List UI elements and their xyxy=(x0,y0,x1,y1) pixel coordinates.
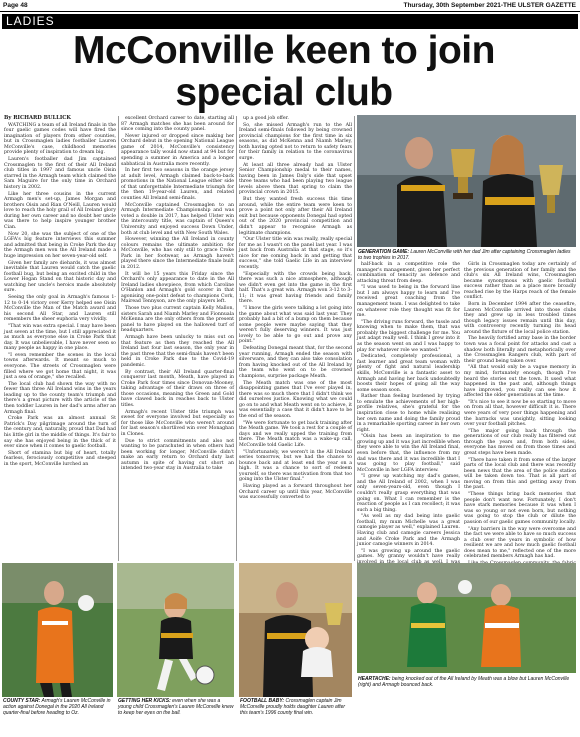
paragraph: excellent Orchard career to date, starting all 87 Armagh matches she has been around for since coming into the county panel. xyxy=(121,116,234,133)
photo-illustration xyxy=(117,563,234,697)
paragraph: "I grew up watching my dad's games, and the All Ireland of 2002, when I was only seven-years-old, even though I couldn't really grasp everything that was going on. What I can remember is the reaction of people as I can recollect; it was such a big thing. xyxy=(357,474,460,513)
paragraph: "I know the girls were talking a lot going into the game about what was said last year. They probably had a bit of a bump on them because some people were maybe saying that they weren't fully deserving winners. It was just lovely to be able to go out and prove any point." xyxy=(239,306,352,345)
paragraph: Now 20, she was the subject of one of the LGFA's big feature interviews this summer and admitted that being in Croke Park the day the Armagh men won the All Ireland made a huge impression on her seven-year-old self. xyxy=(4,231,116,259)
paragraph: The Meath match was one of the most disappointing games that I've ever played in, there was so much there that I didn't think we did ourselves justice. Knowing what we could go on to and what Meath went on to achieve, it was essentially a case that it didn't have to be the end of the season. xyxy=(239,380,352,419)
article-column-2 xyxy=(121,116,234,561)
caption-lead: GENERATION GAME: xyxy=(358,249,410,255)
article-column-5 xyxy=(464,262,576,562)
father-holding-baby-photo xyxy=(239,563,352,697)
caption-getting-her-kicks xyxy=(118,698,234,716)
byline: By RICHARD BULLICK xyxy=(4,115,71,121)
paragraph: Armagh's recent Ulster title triumph was sweet for everyone involved but especially so for those like McConville who weren't around for last season's shortlived win over Monaghan in Clones. xyxy=(121,409,234,437)
father-daughter-trophies-photo xyxy=(357,115,576,247)
photo-illustration xyxy=(2,563,113,697)
column-3-paragraphs xyxy=(239,116,352,501)
paragraph: "All that would only be a vague memory in my mind, fortunately enough, though I've heard the stories out the town. It used what happened in the past and, although things have improved, you really can see how it affected the older generations at the time. xyxy=(464,365,576,399)
column-rule xyxy=(236,116,237,561)
paragraph: Short of stamina but big of heart, totally fearless, ferociously competitive and steeped in the sport, McConville lurched an xyxy=(4,450,116,467)
caption-heartache xyxy=(358,676,576,688)
column-4-paragraphs xyxy=(357,262,460,588)
caption-lead: COUNTY STAR: xyxy=(3,698,41,704)
column-1-paragraphs xyxy=(4,123,116,468)
armagh-vs-meath-photo xyxy=(357,563,576,673)
paragraph: Croke Park was an almost annual St Patrick's Day pilgrimage around the turn of the century and, naturally, proud that Dad had his little girl in the middle of things. It's fair to say she has enjoyed being in the thick of it ever since when it comes to gaelic football. xyxy=(4,416,116,450)
paragraph: Lauren's footballer dad Jim captained Crossmaglen to the first of their All Ireland club titles in 1997 and famous uncle Oisin starred in the Armagh team which claimed the Sam Maguire for the only time in Orchard history in 2002. xyxy=(4,157,116,190)
caption-text: being knocked out of the All Ireland by Meath was a blow but Lauren McConville (right) and Armagh bounced back. xyxy=(358,676,570,688)
caption-text: even when she was a young child Crossmaglen's Lauren McConville knew to keep her eyes on the ball. xyxy=(118,698,234,716)
column-rule xyxy=(354,116,355,561)
paragraph: "I even remember the scenes in the local towns afterwards. It meant so much to everyone. The streets of Crossmaglen were filled where we got home that night, it was just a sea of orange," she recalled. xyxy=(4,352,116,381)
caption-lead: FOOTBALL BABY: xyxy=(240,698,285,704)
photo-illustration xyxy=(239,563,352,697)
paragraph: half-back in a competitive role the manager's management, given her perfect combination of tenacity as defence and attacking threat from deep. xyxy=(357,262,460,284)
paragraph: "Especially with the crowds being back, there was such a nice atmosphere, although we didn't even get into the game in the first half. That's a great win. Armagh won 3-12 to 3-11; it was great having friends and family there. xyxy=(239,271,352,305)
paragraph: Given her family are diehards, it was almost inevitable that Lauren would catch the gaelic football bug, but being an excited child in the Lower Hogan Stand on that historic day and watching her uncle's heroics made absolutely sure. xyxy=(4,260,116,294)
paragraph: "It's nice to see it now be so starting to move on from all that, however difficult it is. There were years of very poor things happening and the barracks was unsightly, sitting looking over your football pitches. xyxy=(464,399,576,428)
paragraph: "As well as my dad being into gaelic football, my mum Michelle was a great camogie player as well," explained Lauren. Having club and camogie careers Jessica and Aoife Croke Park and the Armagh junior camogie winners in 2014. xyxy=(357,514,460,548)
paragraph: Like her three cousins in the current Armagh men's set-up, James Morgan and brothers Oisin and Rian O'Neill, Lauren would love to reach the holy grail of All Ireland glory during her own career and no doubt her uncle was there to help inspire younger brother Cian. xyxy=(4,191,116,230)
caption-text: Crossmaglen captain Jim McConville proudly holds daughter Lauren after this team's 1996 county final win. xyxy=(240,698,346,716)
column-rule xyxy=(118,116,119,561)
paragraph: It will be 15 years this Friday since the Orchard's only appearance to date in the All Ireland ladies showpiece, from which Caroline O'Hanlon and Armagh's gold scorer in that agonising one-point defeat to champions Cork, Mairead Tennyson, are the only players left. xyxy=(121,271,234,305)
paragraph: However, winning the All Ireland in county colours remains the ultimate ambition for McConville, who has only still to grace Croke Park in her footwear, as Armagh haven't played there since the Intermediate finale built in 2012. xyxy=(121,237,234,270)
caption-top-right xyxy=(358,249,576,261)
paragraph: In her first two seasons in the orange jersey at adult level, Armagh claimed back-to-back promotions in the National League either side of that unforgettable Intermediate triumph for the then 19-year-old Lauren, and related counties All Ireland semi-finals. xyxy=(121,168,234,202)
paragraph: Never injured or dropped since making her Orchard debut in the opening National League game of 2014, McConville's consistency appearance tally would now stand at 94 but for spending a summer in America and a longer sabbatical in Australia more recently. xyxy=(121,133,234,167)
paragraph: The heavily fortified army base in the border town was a focal point for attacks and cast a shadow both literally and metaphorically over the Crossmaglen Rangers club, with part of their ground being taken over. xyxy=(464,336,576,364)
paragraph: The local club had shown the way with no fewer than three All Ireland wins in the years leading up to the county team's triumph and there's a great picture with the article of the then toddler Lauren in her dad's arms after an Armagh final. xyxy=(4,381,116,415)
date-line: Thursday, 30th September 2021-THE ULSTER GAZETTE xyxy=(403,2,576,9)
paragraph: "I was used to being in the forward line but I am always happy to learn and I've received great coaching from the management team. I was delighted to take on whatever role they thought was fit for me. xyxy=(357,285,460,319)
paragraph: Dedicated, completely professional, a fast learner and great team woman with plenty of fight and natural leadership skills, McConville is a fantastic asset to Armagh and having her back undoubtedly boosts their hopes of going all the way some season soon. xyxy=(357,354,460,393)
paragraph: "That win was extra special. I may have been just seven at the time, but I still appreciated it as much as everyone else in Croke Park that day. It was unbelievable, I have never seen so many people as happy in one place. xyxy=(4,324,116,352)
headline: McConville keen to join special club xyxy=(73,29,495,114)
paragraph: McConville captained Crossmaglen to an Armagh Intermediate Championship and was voted a double in 2017, has helped Ulster win the intercounty title, was captain of Queen's University and enjoyed success Down Under, both at club level and with New South Wales. xyxy=(121,202,234,236)
paragraph: Defeating Donegal meant that, for the second year running, Armagh ended the season with silverware, and they can also take consolation from having knocked out of the All Ireland by the team who went on to be crowned champions, surprise package Meath. xyxy=(239,346,352,379)
article-column-1 xyxy=(4,116,116,561)
photo-illustration xyxy=(357,115,576,247)
photo-illustration xyxy=(357,563,576,673)
article-column-3 xyxy=(239,116,352,561)
paragraph: Those two plus current captain Kelly Mallon, sisters Sarah and Niamh Marley and Fionnuala McKenna are the only others from the present panel to have played on the hallowed turf of headquarters. xyxy=(121,306,234,334)
column-5-paragraphs xyxy=(464,262,576,594)
paragraph: Seeing the only goal in Armagh's famous 1-12 to 0-14 victory over Kerry helped see Oisin McConville the Man of the Match award and his second All Star, and Lauren still remembers the sheer euphoria very vividly. xyxy=(4,295,116,323)
caption-text: Lauren McConville with her dad Jim after captaining Crossmaglen ladies to two trophies in 2017. xyxy=(358,249,571,261)
page-number: Page 48 xyxy=(3,2,28,9)
paragraph: At least all three already had an Ulster Senior Championship medal to their names, having been in James Daly's side that upset three teams who had been playing two league levels above them that spring to claim the provincial crown in 2015. xyxy=(239,162,352,196)
paragraph: Girls in Crossmaglen today are certainly of the previous generation of her family and the club's six All Ireland wins, Crossmaglen became synonymous with gaelic football success rather than as a place more broadly reached rise by the Harps reach of the female conflict. xyxy=(464,262,576,301)
paragraph: "I was growing up around the gaelic games. My granny wouldn't have really xyxy=(357,548,460,560)
section-bar xyxy=(2,14,578,29)
article-column-4 xyxy=(357,262,460,562)
armagh-player-in-action-photo xyxy=(2,563,113,697)
paragraph: Due to strict commitments and also not wanting to be parachuted in when others had been working for longer, McConville didn't make an early return to Orchard duty last autumn in spite of having cut short an intended two-year stay in Australia to take xyxy=(121,438,234,472)
paragraph: Born in December 1994 after the ceasefire, Lauren McConville arrived into those clubs they and grew up in less troubled times though legacy issues remain until this day, with controversy recently turning its head around the fixture of the local police station. xyxy=(464,302,576,335)
caption-lead: GETTING HER KICKS: xyxy=(118,698,171,704)
child-kicking-ball-photo xyxy=(117,563,234,697)
paragraph: Armagh have been unlucky to miss out on that feature as then they reached the All Ireland last four last season, the only year in the past three that the semi-finals haven't been held in Croke Park due to the Covid-19 pandemic. xyxy=(121,335,234,368)
caption-lead: HEARTACHE: xyxy=(358,676,391,682)
paragraph: "Our Ulster title win was really, really special for me as I wasn't on the panel last year. I was just back from Australia at that stage, so it's nice for me coming back in and getting that success," she told Gaelic Life in an interview recently. xyxy=(239,237,352,270)
caption-county-star xyxy=(3,698,114,716)
paragraph: WATCHING a team of all Ireland finals in the four gaelic games codes will have fired the imagination of players from other counties, but in Crossmaglen ladies footballer Lauren McConville's case, childhood memories provide plenty of inspiration to dream big. xyxy=(4,122,116,156)
paragraph: "Unfortunately, we weren't in the All Ireland series tomorrow, but we had the chance to bounce back and at least end the year on a high. It was a chance to sort of redeem yourself, so there was motivation from that too going into the Ulster final." xyxy=(239,449,352,483)
paragraph: "The driving runs forward, the tussle and knowing when to make them, that was probably the biggest challenge for me. You just adapt really well. I think I grew into it as the season went on and I was happy to play for whatever role we wanted." xyxy=(357,319,460,353)
page-header xyxy=(0,0,580,12)
column-2-paragraphs xyxy=(121,116,234,472)
caption-football-baby xyxy=(240,698,353,716)
paragraph: "Any barriers in the way were overcome and the fact we were able to have so much success a club over the years in symbolic of how resilient we are and how much gaelic football does mean to me," reflected one of the more celebrated members Armagh has had. xyxy=(464,526,576,560)
caption-text: Armagh's Lauren McConville in action against Donegal in the 2020 All Ireland quarter-final before heading to Oz. xyxy=(3,698,111,716)
paragraph: Rather than feeling burdened by trying to emulate the achievements of her high-profile relatives, she's grateful for the inspiration close to home while realising her own name and doing the family proud in a remarkable sporting career in her own right. xyxy=(357,394,460,433)
paragraph: By contrast, their All Ireland quarter-final conqueror last month, Meath, have played in Croke Park four times since Donovan-Mooney, taking advantage of their draws on three of those occasions, meaning the Green and Gold have clawed back in reaches back to Ulster titles. xyxy=(121,369,234,408)
paragraph: "Oisin has been an inspiration to me growing up and it was just incredible when they were able to win the All Ireland final, even before that, the influence from my dad was there and it was incredible that I was going to play football," said McConville in her LGFA interview. xyxy=(357,434,460,473)
paragraph: But they wanted fresh success this time around, while the entire team were keen to prove a point not only after their All Ireland exit but because opponents Donegal had opted out of the 2020 provincial competition and didn't appear to recognise Armagh as legitimate champions. xyxy=(239,197,352,236)
paragraph: up a good job offer. xyxy=(243,116,289,121)
paragraph: "The major going back through the generations of our club really has filtered out through the years and, from both sides, everyone has moved on from those times and great steps have been made. xyxy=(464,428,576,456)
paragraph: So, she missed Armagh's run to the All Ireland semi-finals followed by being crowned provincial champions for the first time in six seasons, as did McKenna and Niamh Marley, both having opted not to return to safety fears for their family in relation to the coronavirus surge. xyxy=(239,122,352,162)
paragraph: "There have taken it from some of the larger parts of the local club and there was recently been news that the area of the police station will be taken down too. That is all part of moving on from this and getting away from the past. xyxy=(464,457,576,491)
section-label: LADIES xyxy=(6,14,55,28)
paragraph: "These things bring back memories that people don't want now. Fortunately, I don't have stark memories because it was when I was so young or not even born, but nothing was going to stop the club or dilute the passion of our gaelic games community locally. xyxy=(464,492,576,525)
paragraph: Having played as a forward throughout her Orchard career up until this year, McConville was successfully converted to xyxy=(239,484,352,501)
paragraph: "We were fortunate to get back training after the Meath game. We took a rest for a couple of days and we really upped the training from there. The Meath match was a wake-up call, McConville told Gaelic Life. xyxy=(239,420,352,448)
